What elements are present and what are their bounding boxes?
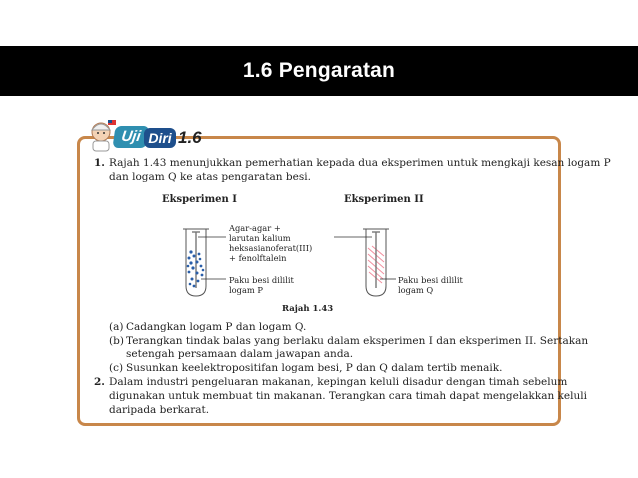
question-1-number: 1. xyxy=(94,157,105,169)
question-1-line-1: Rajah 1.43 menunjukkan pemerhatian kepada dua eksperimen untuk mengkaji kesan logam P xyxy=(109,157,611,169)
figure-caption: Rajah 1.43 xyxy=(282,304,334,314)
part-b-label: (b) xyxy=(109,335,124,347)
question-2-line-3: daripada berkarat. xyxy=(109,404,210,416)
question-2-line-1: Dalam industri pengeluaran makanan, kepingan keluli disadur dengan timah sebelum xyxy=(109,376,568,388)
nail-2 xyxy=(372,232,380,288)
nail-p-label: Paku besi dililit logam P xyxy=(229,275,294,295)
slide-title: 1.6 Pengaratan xyxy=(242,59,396,82)
question-2-line-2: digunakan untuk membuat tin makanan. Terangkan cara timah dapat mengelakkan keluli xyxy=(109,390,587,402)
part-b-text-1: Terangkan tindak balas yang berlaku dalam eksperimen I dan eksperimen II. Sertakan xyxy=(126,335,589,347)
part-a-text: Cadangkan logam P dan logam Q. xyxy=(126,321,307,333)
agar-label: Agar-agar + larutan kalium heksasianoferat(III) + fenolftalein xyxy=(229,223,313,263)
part-c-text: Susunkan keelektropositifan logam besi, P dan Q dalam tertib menaik. xyxy=(126,362,503,374)
question-1-line-2: dan logam Q ke atas pengaratan besi. xyxy=(109,171,311,183)
badge-diri: Diri xyxy=(144,128,176,148)
experiment-2-title: Eksperimen II xyxy=(344,194,424,205)
part-c-label: (c) xyxy=(109,362,124,374)
question-2-number: 2. xyxy=(94,376,105,388)
part-a-label: (a) xyxy=(109,321,124,333)
nail-q-label: Paku besi dililit logam Q xyxy=(398,275,463,295)
badge-uji: Uji xyxy=(112,126,149,148)
experiment-1-title: Eksperimen I xyxy=(162,194,237,205)
badge-number: 1.6 xyxy=(178,128,202,147)
part-b-text-2: setengah persamaan dalam jawapan anda. xyxy=(126,348,354,360)
